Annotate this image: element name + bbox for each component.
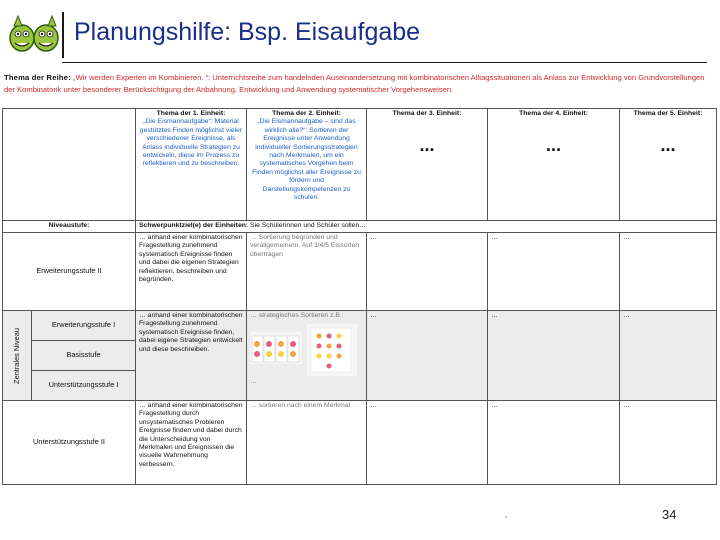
cell-e2-unit4: …	[488, 233, 620, 311]
unit-1-description: „Die Eismannaufgabe“: Material gestütztes Finden möglichst vieler verschiedener Ereignisse, als Anlass individuelle Strategien zu entwickeln, diese im Prozess zu reflektieren und zu beschreiben.	[139, 118, 243, 168]
unit-2-description: „Die Eismannaufgabe – sind das wirklich alle?“: Sortieren der Ereignisse unter Anwendung individueller Sortierungsstrategien nach Merkmalen, um ein systematisches Vorgehen beim Finden möglichst aller Ereignisse zu fördern und Darstellungskompetenzen zu schulen.	[252, 118, 361, 202]
cell-u2-unit3: …	[367, 401, 488, 485]
unit-3-header	[367, 109, 488, 221]
unit-2-header	[247, 109, 367, 221]
unit-1-header	[136, 109, 247, 221]
schwerpunkt-text: Sie Schülerinnen und Schüler sollen…	[250, 222, 367, 229]
cell-u2-unit5: …	[620, 401, 717, 485]
unit-5-title: Thema der 5. Einheit:	[633, 110, 703, 117]
level-unterstuetzung-2: Unterstützungsstufe II	[3, 401, 136, 485]
niveau-header: Niveaustufe:	[3, 221, 136, 233]
unit-2-title: Thema der 2. Einheit:	[272, 110, 341, 117]
series-theme-text: „Wir werden Experten im Kombinieren. “: Unterrichtsreihe zum handelnden Auseinandersetzung mit kombinatorischen Alltagssituationen als Anlass zur Entwicklung von Grundvorstellungen der Kombinatorik unter besonderer Berücksichtigung der Anbahnung, Entwicklung und Anwendung systematischer Vorgehensweisen.	[4, 73, 705, 94]
green-monster-logo-icon	[8, 14, 60, 56]
corner-cell	[3, 109, 136, 221]
series-theme-label: Thema der Reihe:	[4, 73, 71, 82]
unit-4-header	[488, 109, 620, 221]
cell-z-unit2	[247, 311, 367, 401]
unit-5-header	[620, 109, 717, 221]
cell-z-unit3: …	[367, 311, 488, 401]
series-theme	[4, 72, 716, 96]
unit-5-description: ...	[660, 135, 676, 156]
cell-e2-unit1: … anhand einer kombinatorischen Fragestellung zunehmend systematisch Ereignisse finden und dabei die eigenen Strategien reflektieren, beschreiben und begründen.	[136, 233, 247, 311]
unit-3-description: ...	[419, 135, 435, 156]
ice-cream-cards-photo	[250, 324, 302, 364]
sorted-cards-photo	[307, 324, 357, 376]
cell-z-unit1: … anhand einer kombinatorischen Fragestellung zunehmend systematisch Ereignisse finden, dabei eigene Strategien entwickelt und diese beschreiben.	[136, 311, 247, 401]
unit-3-title: Thema der 3. Einheit:	[392, 110, 462, 117]
cell-u2-unit2: … sortieren nach einem Merkmal	[247, 401, 367, 485]
cell-z-unit2-text: … strategisches Sortieren z.B.:	[250, 312, 344, 319]
planning-table	[2, 108, 717, 485]
page-number: 34	[662, 507, 677, 522]
title-underline	[62, 62, 707, 63]
cell-u2-unit1: … anhand einer kombinatorischen Fragestellung durch unsystematisches Probieren Ereignisse finden und dabei durch die Unterscheidung von Merkmalen und Ereignissen die visuelle Wahrnehmung verbessern.	[136, 401, 247, 485]
cell-u2-unit4: …	[488, 401, 620, 485]
level-erweiterung-2: Erweiterungsstufe II	[3, 233, 136, 311]
zentral-niveau-label	[3, 311, 32, 401]
schwerpunkt-label: Schwerpunktziel(e) der Einheiten:	[139, 222, 249, 229]
cell-e2-unit5: …	[620, 233, 717, 311]
cell-z-unit5: …	[620, 311, 717, 401]
unit-4-title: Thema der 4. Einheit:	[519, 110, 588, 117]
unit-1-title: Thema der 1. Einheit:	[156, 110, 226, 117]
page-title: Planungshilfe: Bsp. Eisaufgabe	[74, 18, 421, 46]
cell-z-unit4: …	[488, 311, 620, 401]
cell-e2-unit3: …	[367, 233, 488, 311]
cell-e2-unit2: … Sortierung begründen und verallgemeinern. Auf 3/4/5 Eissorten übertragen	[247, 233, 367, 311]
cell-z-unit2-ellipsis: …	[250, 378, 257, 386]
level-erweiterung-1: Erweiterungsstufe I	[32, 311, 136, 341]
footer-mark: „	[505, 513, 507, 519]
level-unterstuetzung-1: Unterstützungsstufe I	[32, 371, 136, 401]
level-basis: Basisstufe	[32, 341, 136, 371]
zentral-niveau-text: Zentrales Niveau	[11, 327, 21, 384]
schwerpunkt-header	[136, 221, 717, 233]
unit-4-description: ...	[545, 135, 561, 156]
header-divider	[62, 12, 64, 58]
